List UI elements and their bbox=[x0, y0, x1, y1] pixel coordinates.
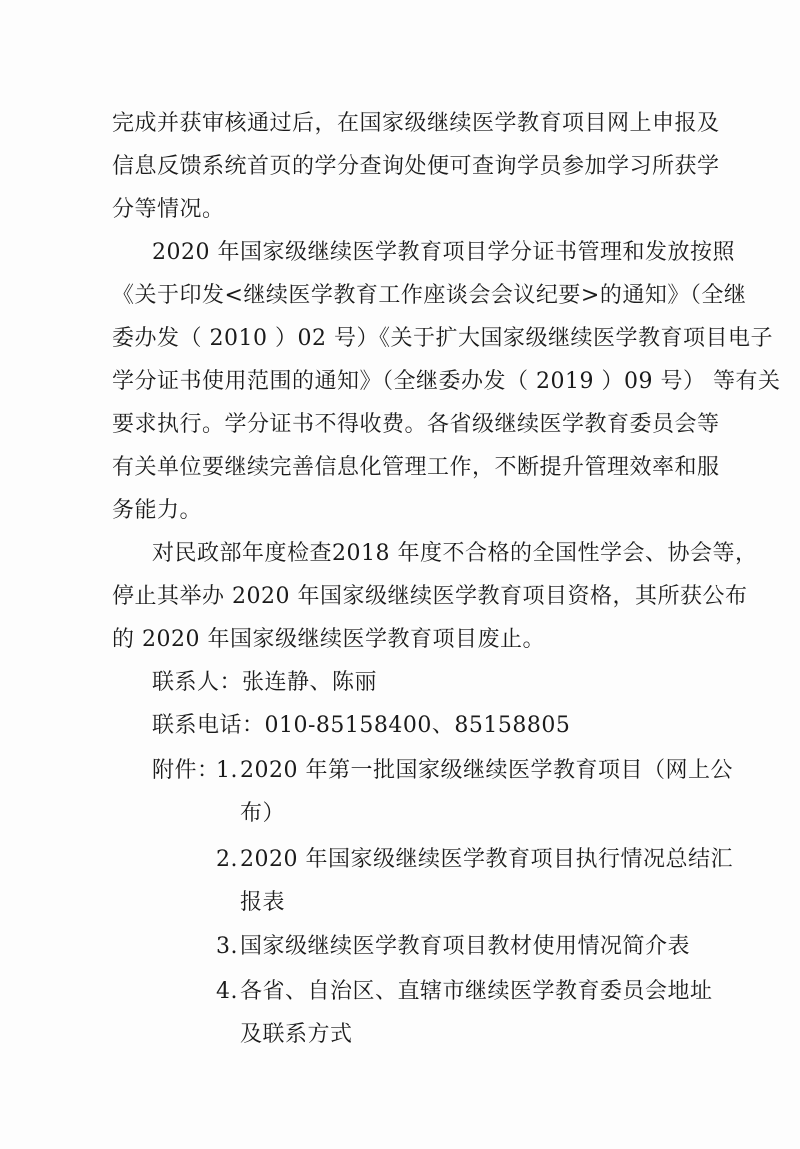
paragraph-2-line-7: 务能力。 bbox=[112, 498, 203, 523]
attachment-2-number: 2. bbox=[216, 847, 238, 872]
paragraph-2-line-2: 《关于印发<继续医学教育工作座谈会会议纪要>的通知》（全继 bbox=[112, 283, 747, 308]
paragraph-1-line-2: 信息反馈系统首页的学分查询处便可查询学员参加学习所获学 bbox=[112, 154, 720, 179]
attachment-2-line-2: 报表 bbox=[240, 890, 286, 915]
attachment-1-line-1: 2020 年第一批国家级继续医学教育项目（网上公 bbox=[240, 758, 733, 783]
paragraph-1-line-3: 分等情况。 bbox=[112, 197, 225, 222]
attachment-1-number: 1. bbox=[216, 758, 238, 783]
paragraph-2-line-3: 委办发（ 2010 ）02 号）《关于扩大国家级继续医学教育项目电子 bbox=[112, 326, 773, 351]
attachment-3-number: 3. bbox=[216, 934, 238, 959]
attachment-4-line-2: 及联系方式 bbox=[240, 1022, 353, 1047]
paragraph-3-line-1: 对民政部年度检查2018 年度不合格的全国性学会、协会等， bbox=[152, 541, 758, 566]
contact-phone: 联系电话：010-85158400、85158805 bbox=[152, 713, 571, 738]
paragraph-3-line-2: 停止其举办 2020 年国家级继续医学教育项目资格，其所获公布 bbox=[112, 584, 748, 609]
paragraph-2-line-5: 要求执行。学分证书不得收费。各省级继续医学教育委员会等 bbox=[112, 412, 720, 437]
attachment-3-line-1: 国家级继续医学教育项目教材使用情况简介表 bbox=[240, 934, 691, 959]
attachment-2-line-1: 2020 年国家级继续医学教育项目执行情况总结汇 bbox=[240, 847, 733, 872]
attachment-4-number: 4. bbox=[216, 979, 238, 1004]
paragraph-1-line-1: 完成并获审核通过后，在国家级继续医学教育项目网上申报及 bbox=[112, 111, 720, 136]
attachment-4-line-1: 各省、自治区、直辖市继续医学教育委员会地址 bbox=[240, 979, 713, 1004]
attachments-label: 附件： bbox=[152, 758, 220, 783]
contact-person: 联系人：张连静、陈丽 bbox=[152, 670, 378, 695]
attachment-1-line-2: 布） bbox=[240, 801, 286, 826]
paragraph-2-line-6: 有关单位要继续完善信息化管理工作，不断提升管理效率和服 bbox=[112, 455, 720, 480]
paragraph-2-line-1: 2020 年国家级继续医学教育项目学分证书管理和发放按照 bbox=[152, 240, 735, 265]
paragraph-3-line-3: 的 2020 年国家级继续医学教育项目废止。 bbox=[112, 627, 545, 652]
paragraph-2-line-4: 学分证书使用范围的通知》（全继委办发（ 2019 ）09 号） 等有关 bbox=[112, 369, 781, 394]
